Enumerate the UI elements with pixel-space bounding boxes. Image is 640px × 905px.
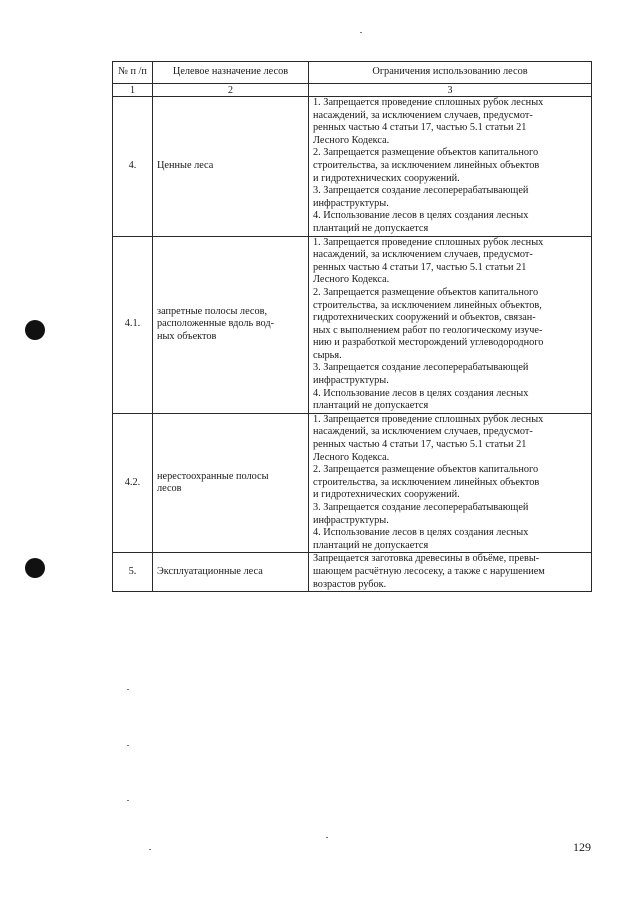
- restrictions-cell: [309, 236, 592, 413]
- restriction-line: ренных частью 4 статьи 17, частью 5.1 статьи 21: [313, 122, 527, 134]
- restriction-line: насаждений, за исключением случаев, предусмот-: [313, 109, 533, 121]
- restriction-line: строительства, за исключением линейных объектов,: [313, 299, 542, 311]
- row-number: 4.1.: [113, 236, 153, 413]
- restriction-line: 2. Запрещается размещение объектов капитального: [313, 286, 539, 298]
- restriction-line: инфраструктуры.: [313, 375, 389, 387]
- table-row: [113, 97, 592, 237]
- restrictions-cell: [309, 97, 592, 237]
- restrictions-cell: [309, 553, 592, 592]
- restriction-line: сырья.: [313, 349, 342, 361]
- forest-purpose: [153, 413, 309, 553]
- restriction-line: нию и разработкой месторождений углеводородного: [313, 337, 544, 349]
- binder-hole-top: [25, 320, 45, 340]
- header-number: № п /п: [113, 62, 153, 84]
- restrictions-cell: [309, 413, 592, 553]
- column-number-row: [113, 84, 592, 97]
- row-number: 4.2.: [113, 413, 153, 553]
- row-number: 5.: [113, 553, 153, 592]
- restriction-line: 1. Запрещается проведение сплошных рубок лесных: [313, 413, 544, 425]
- row-number: 4.: [113, 97, 153, 237]
- restriction-line: ренных частью 4 статьи 17, частью 5.1 статьи 21: [313, 261, 527, 273]
- purpose-line: лесов: [157, 483, 182, 495]
- restriction-line: 3. Запрещается создание лесоперерабатывающей: [313, 362, 529, 374]
- scan-speck: [326, 837, 328, 838]
- restriction-line: 4. Использование лесов в целях создания лесных: [313, 387, 529, 399]
- restriction-line: 2. Запрещается размещение объектов капитального: [313, 464, 539, 476]
- header-row: [113, 62, 592, 84]
- restriction-line: Запрещается заготовка древесины в объёме, превы-: [313, 553, 540, 565]
- restriction-line: и гидротехнических сооружений.: [313, 172, 460, 184]
- restriction-line: шающем расчётную лесосеку, а также с нарушением: [313, 565, 545, 577]
- restriction-line: и гидротехнических сооружений.: [313, 489, 460, 501]
- restriction-line: 1. Запрещается проведение сплошных рубок лесных: [313, 236, 544, 248]
- restriction-line: насаждений, за исключением случаев, предусмот-: [313, 249, 533, 261]
- restriction-line: насаждений, за исключением случаев, предусмот-: [313, 426, 533, 438]
- restriction-line: возрастов рубок.: [313, 578, 387, 590]
- table-row: [113, 413, 592, 553]
- restriction-line: строительства, за исключением линейных объектов: [313, 476, 540, 488]
- restriction-line: плантаций не допускается: [313, 222, 429, 234]
- purpose-line: расположенные вдоль вод-: [157, 318, 275, 330]
- column-number: 2: [153, 84, 309, 97]
- restriction-line: 1. Запрещается проведение сплошных рубок лесных: [313, 97, 544, 108]
- restriction-line: инфраструктуры.: [313, 514, 389, 526]
- table-row: [113, 553, 592, 592]
- scan-speck: [127, 745, 129, 746]
- restriction-line: 4. Использование лесов в целях создания лесных: [313, 210, 529, 222]
- restriction-line: 2. Запрещается размещение объектов капитального: [313, 147, 539, 159]
- scan-speck: [127, 800, 129, 801]
- restriction-line: плантаций не допускается: [313, 400, 429, 412]
- restriction-line: гидротехнических сооружений и объектов, связан-: [313, 312, 536, 324]
- restriction-line: 3. Запрещается создание лесоперерабатывающей: [313, 502, 529, 513]
- forest-purpose: [153, 553, 309, 592]
- header-restrictions: Ограничения использованию лесов: [309, 62, 592, 84]
- header-purpose: Целевое назначение лесов: [153, 62, 309, 84]
- purpose-line: нерестоохранные полосы: [157, 470, 269, 482]
- restriction-line: Лесного Кодекса.: [313, 274, 390, 286]
- restriction-line: строительства, за исключением линейных объектов: [313, 159, 540, 171]
- scan-speck: [149, 849, 151, 850]
- purpose-line: Ценные леса: [157, 159, 214, 171]
- purpose-line: запретные полосы лесов,: [157, 305, 268, 317]
- forest-purpose: [153, 236, 309, 413]
- restriction-line: ных с выполнением работ по геологическому изуче-: [313, 324, 543, 336]
- binder-hole-bottom: [25, 558, 45, 578]
- restriction-line: Лесного Кодекса.: [313, 134, 390, 146]
- forest-restrictions-table: [112, 61, 592, 592]
- purpose-line: Эксплуатационные леса: [157, 565, 263, 577]
- purpose-line: ных объектов: [157, 330, 217, 342]
- scan-speck: [127, 689, 129, 690]
- restriction-line: 4. Использование лесов в целях создания лесных: [313, 527, 529, 539]
- column-number: 3: [309, 84, 592, 97]
- restriction-line: инфраструктуры.: [313, 197, 389, 209]
- column-number: 1: [113, 84, 153, 97]
- restriction-line: ренных частью 4 статьи 17, частью 5.1 статьи 21: [313, 439, 527, 451]
- restriction-line: плантаций не допускается: [313, 539, 429, 551]
- page-number: 129: [573, 840, 591, 854]
- restriction-line: 3. Запрещается создание лесоперерабатывающей: [313, 185, 529, 197]
- scan-speck: [360, 32, 362, 33]
- forest-purpose: [153, 97, 309, 237]
- restriction-line: Лесного Кодекса.: [313, 451, 390, 463]
- table-row: [113, 236, 592, 413]
